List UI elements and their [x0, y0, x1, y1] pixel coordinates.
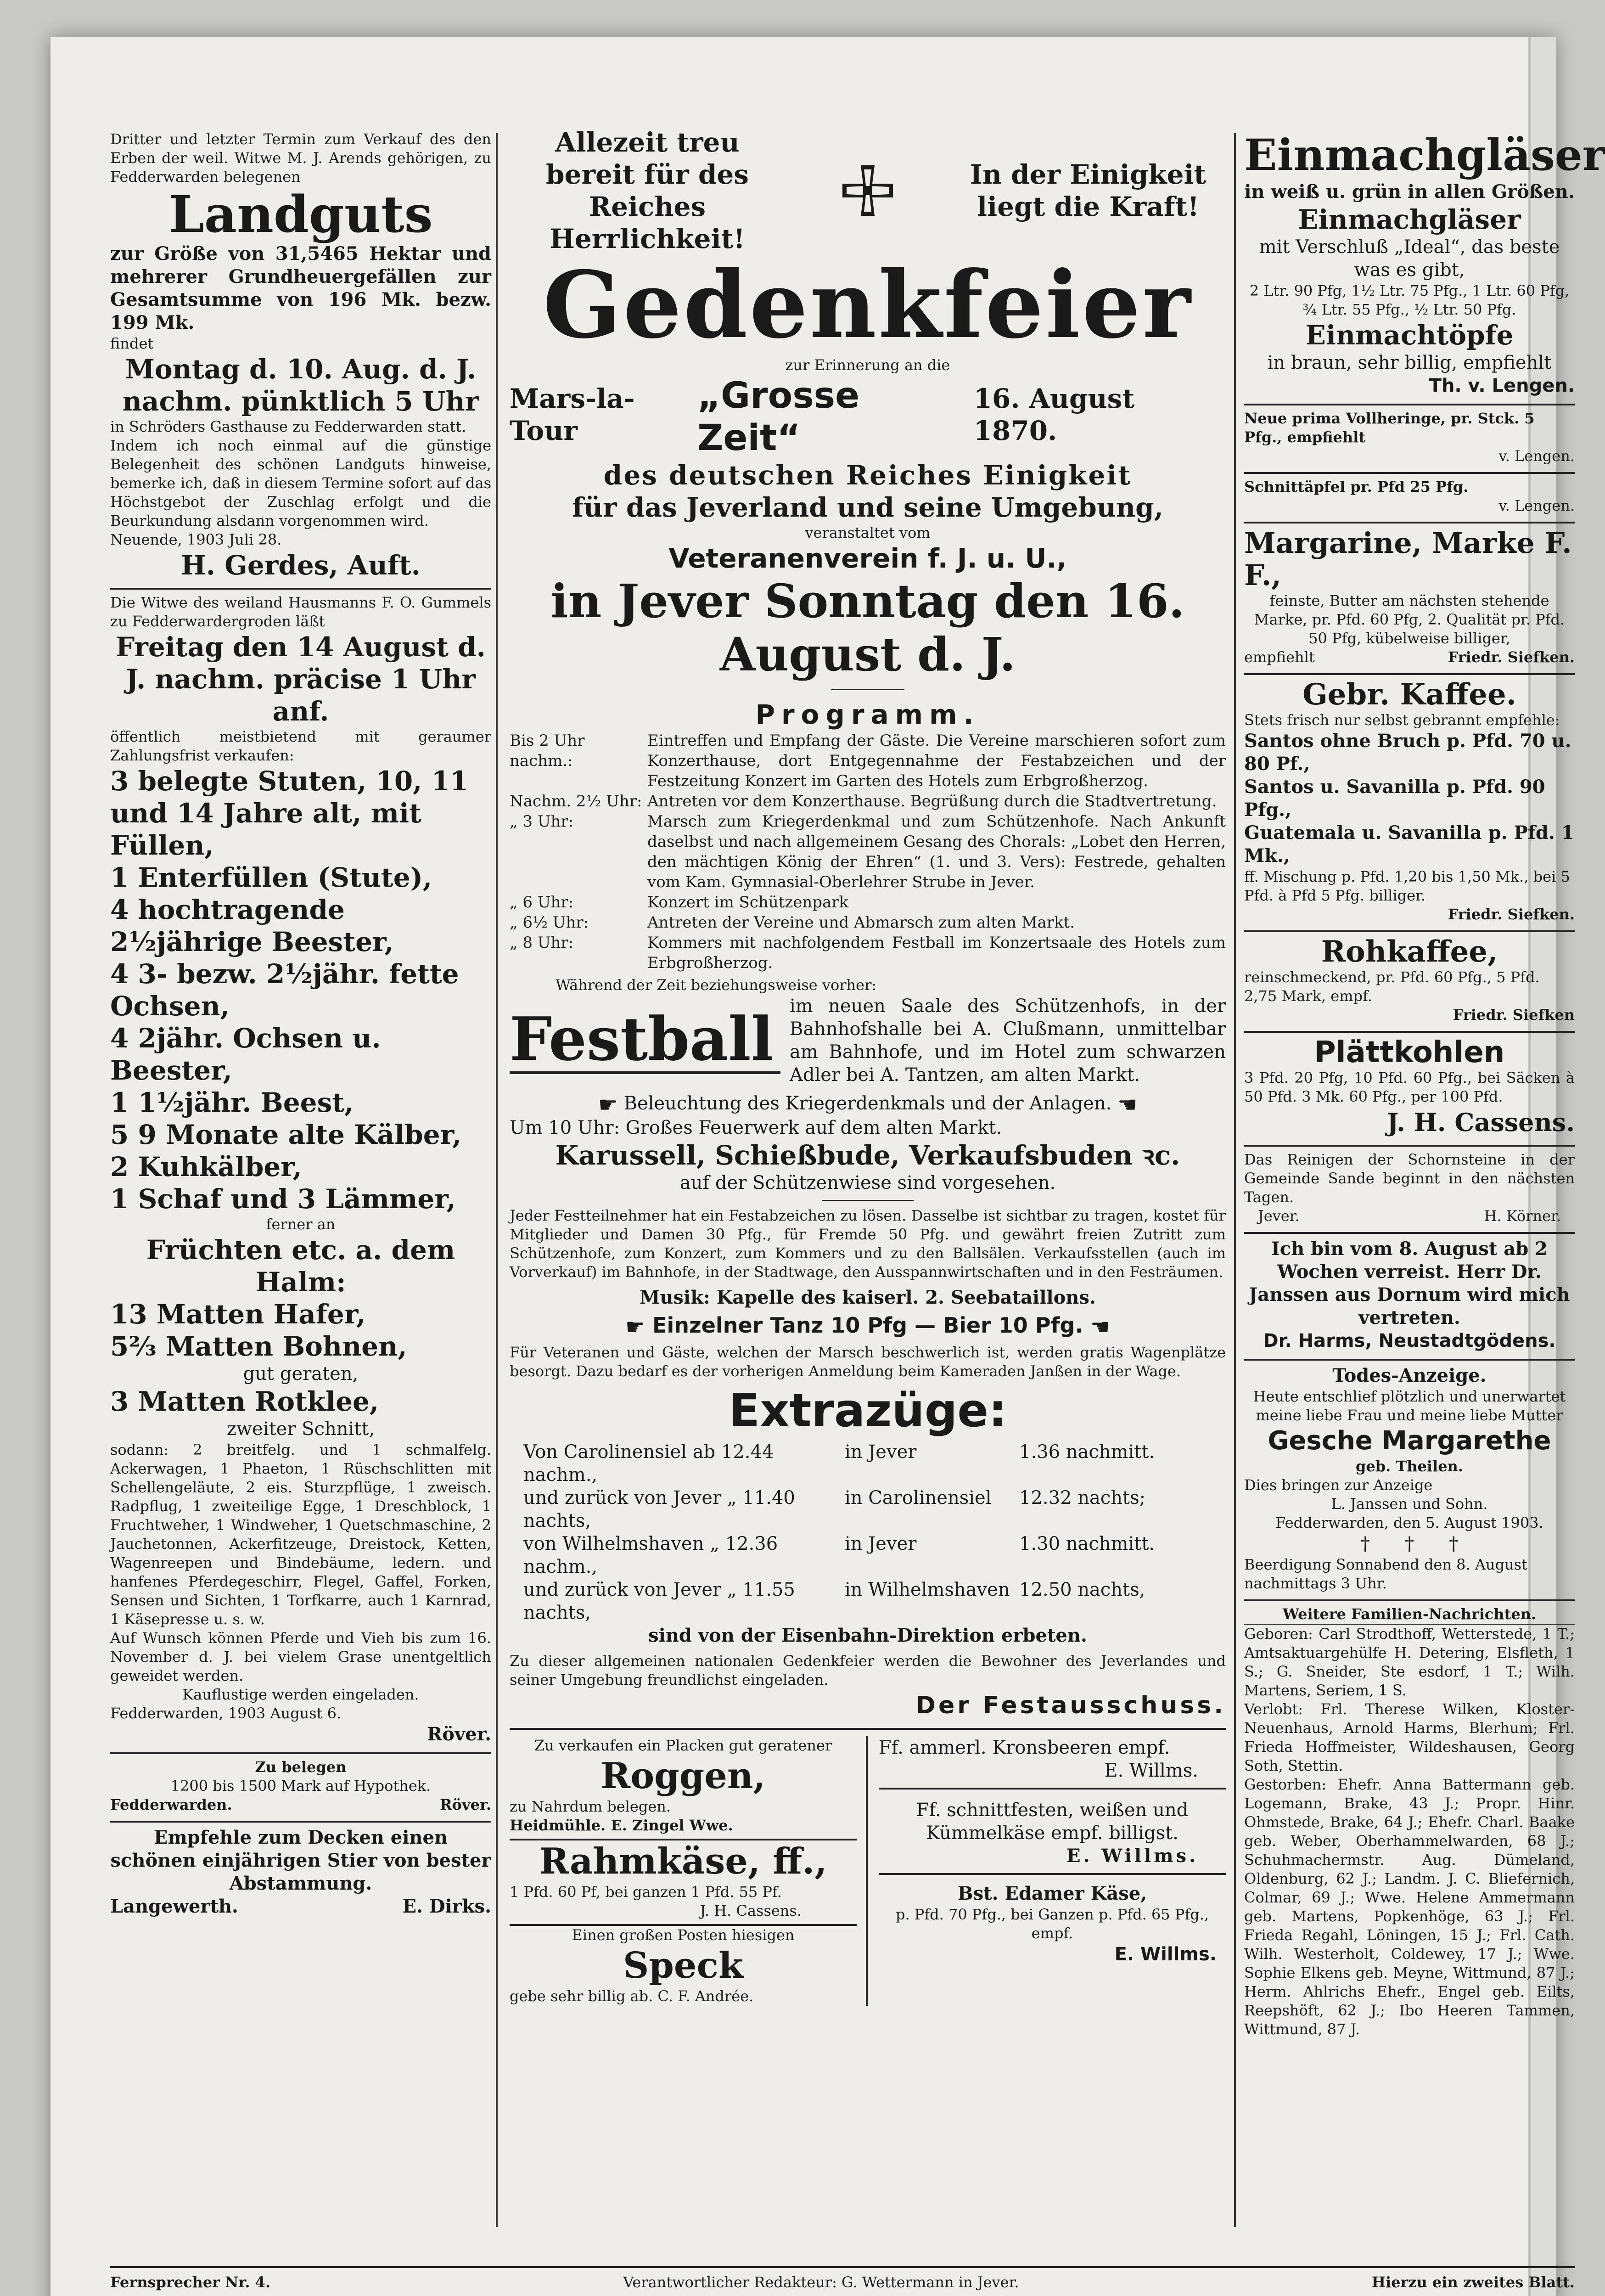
ad-title: Plättkohlen [1314, 1035, 1505, 1069]
program-time: „ 8 Uhr: [510, 934, 574, 952]
program-text: Marsch zum Kriegerdenkmal und zum Schützenhofe. Nach Ankunft daselbst und nach allgemeinem Gesang des Chorals: „Lobet den Herren, den mächtigen König der Ehren“ (1. und 3. Vers): Festrede, gehalten vom Kam. Gymnasial-Oberlehrer Strube in Jever. [647, 812, 1226, 891]
iron-cross-icon [840, 163, 895, 218]
train-row [523, 1532, 1212, 1578]
ad-rohkaffee [1244, 932, 1575, 1033]
program-title: Programm. [755, 699, 980, 730]
ad-dateline: Fedderwarden, den 5. August 1903. [1275, 1514, 1543, 1531]
ad-signature: Th. v. Lengen. [1429, 375, 1575, 396]
ad-text: Schnittäpfel pr. Pfd 25 Pfg. [1244, 478, 1469, 495]
ad-intro: Einen großen Posten hiesigen [572, 1926, 795, 1944]
ad-text: Ich bin vom 8. August ab 2 Wochen verreist. Herr Dr. Janssen aus Dornum wird mich vertreten. [1249, 1238, 1570, 1328]
ad-place: Langewerth. [110, 1896, 238, 1917]
illumination-row [510, 1092, 1226, 1116]
middle-column [510, 126, 1226, 2257]
pointing-hand-icon: ☚ [1117, 1092, 1138, 1118]
ad-title-kaese: Rahmkäse, ff., [539, 1840, 827, 1882]
ad-footer [110, 1795, 491, 1814]
ad-signature: Röver. [427, 1723, 491, 1745]
subtitle: zur Erinnerung an die [785, 356, 950, 374]
crop-item: 3 Matten Rotklee, [110, 1386, 379, 1417]
rides-sub: auf der Schützenwiese sind vorgesehen. [679, 1172, 1056, 1193]
ad-sub: in weiß u. grün in allen Größen. [1244, 181, 1575, 203]
ad-signature: Friedr. Siefken. [1448, 906, 1575, 923]
ad-lead: empfiehlt [1244, 648, 1315, 666]
auction-item: 4 3- bezw. 2½jähr. fette Ochsen, [110, 958, 459, 1022]
ad-intro: Die Witwe des weiland Hausmanns F. O. Gummels zu Fedderwardergroden läßt [110, 594, 491, 630]
ad-text: Das Reinigen der Schornsteine in der Gemeinde Sande beginnt in den nächsten Tagen. [1244, 1151, 1575, 1206]
ad-footer [1244, 648, 1575, 667]
program-time: Bis 2 Uhr nachm.: [510, 732, 585, 770]
rides-title: Karussell, Schießbude, Verkaufsbuden ꝛc. [555, 1140, 1180, 1171]
family-born: Geboren: Carl Strodthoff, Wetterstede, 1 T.; Amtsaktuargehülfe H. Detering, Elsfleth, 1 S.; G. Sneider, Ste esdorf, 1 T.; Wilh. Martens, Seriem, 1 S. [1244, 1625, 1575, 1699]
train-to: in Jever [845, 1533, 917, 1554]
grosse-zeit-row [510, 375, 1226, 459]
ad-footer [110, 1895, 491, 1918]
program-list [510, 731, 1226, 973]
footer-editor: Verantwortlicher Redakteur: G. Wettermann in Jever. [623, 2273, 1019, 2291]
page-footer [110, 2266, 1575, 2296]
program-time: „ 3 Uhr: [510, 812, 574, 831]
ad-landguts [110, 126, 491, 590]
train-table [510, 1441, 1226, 1624]
right-column [1244, 126, 1605, 2257]
ad-signature: gebe sehr billig ab. C. F. Andrée. [510, 1987, 754, 2005]
ad-title: Gebr. Kaffee. [1302, 677, 1516, 712]
ad-text: Heute entschlief plötzlich und unerwartet meine liebe Frau und meine liebe Mutter [1253, 1388, 1566, 1424]
ad-intro: Dritter und letzter Termin zum Verkauf des den Erben der weil. Witwe M. J. Arends gehörigen, zu Fedderwarden belegenen [110, 130, 491, 186]
train-note: sind von der Eisenbahn-Direktion erbeten. [648, 1624, 1087, 1646]
ad-line: Santos u. Savanilla p. Pfd. 90 Pfg., [1244, 776, 1545, 821]
date-1870: 16. August 1870. [973, 383, 1135, 446]
pointing-hand-icon: ☚ [1090, 1314, 1111, 1340]
train-to: in Wilhelmshaven [845, 1579, 1010, 1600]
auction-item: 3 belegte Stuten, 10, 11 und 14 Jahre alt, mit Füllen, [110, 765, 469, 861]
extra-trains-title: Extrazüge: [728, 1383, 1007, 1437]
during-note: Während der Zeit beziehungsweise vorher: [556, 976, 877, 994]
ad-title: Einmachgläser [1244, 130, 1605, 180]
left-column [110, 126, 491, 2257]
ad-title2: Einmachgläser [1298, 204, 1521, 235]
program-row [510, 791, 1226, 811]
ad-terms: öffentlich meistbietend mit geraumer Zahlungsfrist verkaufen: [110, 728, 491, 764]
event-date: in Jever Sonntag den 16. August d. J. [550, 574, 1185, 681]
ad-line: Santos ohne Bruch p. Pfd. 70 u. 80 Pf., [1244, 730, 1571, 775]
ad-todes [1244, 1361, 1575, 1601]
organizer: Veteranenverein f. J. u. U., [668, 543, 1067, 574]
program-text: Eintreffen und Empfang der Gäste. Die Vereine marschieren sofort zum Konzerthause, dort Entgegennahme der Festabzeichen und der Festzeitung Konzert im Garten des Hotels zum Erbgroßherzog. [647, 732, 1226, 790]
train-to: in Carolinensiel [845, 1487, 992, 1508]
ad-ferner: ferner an [266, 1216, 336, 1233]
ad-margarine [1244, 523, 1575, 675]
small-ads-left [510, 1736, 868, 2006]
program-row [510, 933, 1226, 973]
music-text: Musik: Kapelle des kaiserl. 2. Seebataillons. [640, 1287, 1096, 1308]
crop-item: 5⅔ Matten Bohnen, [110, 1331, 407, 1362]
program-time: „ 6 Uhr: [510, 893, 574, 912]
family-news [1244, 1601, 1575, 2039]
ad-text: Ff. ammerl. Kronsbeeren empf. [879, 1737, 1170, 1758]
ad-footer [1244, 1207, 1575, 1226]
footer-note: Hierzu ein zweites Blatt. [1371, 2273, 1575, 2291]
auction-item: 4 hochtragende 2½jährige Beester, [110, 894, 394, 957]
train-from: und zurück von Jever „ 11.40 nachts, [523, 1487, 795, 1531]
ad-signature: E. Willms. [879, 1759, 1226, 1790]
footer-phone: Fernsprecher Nr. 4. [110, 2273, 271, 2291]
ad-size: zur Größe von 31,5465 Hektar und mehrerer Grundheuergefällen zur Gesamtsumme von 196 Mk. bezw. 199 Mk. [110, 243, 491, 333]
column-rule [496, 133, 498, 2227]
ad-signature: Friedr. Siefken. [1448, 648, 1575, 666]
train-from: und zurück von Jever „ 11.55 nachts, [523, 1579, 795, 1623]
ad-signature: J. H. Cassens. [510, 1902, 857, 1926]
program-row [510, 892, 1226, 912]
ad-signature: Röver. [440, 1796, 491, 1813]
train-from: Von Carolinensiel ab 12.44 nachm., [523, 1441, 774, 1486]
program-text: Antreten vor dem Konzerthause. Begrüßung durch die Stadtvertretung. [647, 792, 1217, 810]
newspaper-page [51, 37, 1605, 2296]
auction-item: 1 Schaf und 3 Lämmer, [110, 1183, 456, 1215]
ad-dateline: Neuende, 1903 Juli 28. [110, 531, 282, 548]
main-title: Gedenkfeier [543, 251, 1193, 359]
train-arrival: 12.50 nachts, [1019, 1579, 1145, 1600]
ad-title: Landguts [168, 185, 433, 244]
program-text: Kommers mit nachfolgendem Festball im Konzertsaale des Hotels zum Erbgroßherzog. [647, 934, 1226, 972]
ad-text: reinschmeckend, pr. Pfd. 60 Pfg., 5 Pfd. 2,75 Mark, empf. [1244, 968, 1540, 1005]
ad-title: Todes-Anzeige. [1332, 1365, 1487, 1386]
train-to: in Jever [845, 1441, 917, 1463]
ad-date: Freitag den 14 August d. J. nachm. präcise 1 Uhr anf. [116, 631, 486, 727]
ad-text: 1200 bis 1500 Mark auf Hypothek. [170, 1777, 431, 1795]
ad-title-speck: Speck [623, 1944, 744, 1986]
ad-signature: H. Körner. [1484, 1207, 1561, 1225]
train-row [523, 1486, 1212, 1532]
ad-dateline: Fedderwarden, 1903 August 6. [110, 1705, 342, 1722]
grosse-zeit: „Grosse Zeit“ [697, 375, 859, 459]
ad-text: ff. Mischung p. Pfd. 1,20 bis 1,50 Mk., bei 5 Pfd. à Pfd 5 Pfg. billiger. [1244, 868, 1570, 904]
divider [510, 1728, 1226, 1730]
small-ads-right [868, 1736, 1226, 2006]
festball-text: im neuen Saale des Schützenhofs, in der Bahnhofshalle bei A. Clußmann, unmittelbar am Bahnhofe, und im Hotel zum schwarzen Adler bei A. Tantzen, am alten Markt. [790, 996, 1226, 1086]
ad-kaffee [1244, 675, 1575, 932]
train-from: von Wilhelmshaven „ 12.36 nachm., [523, 1533, 778, 1577]
ad-text: Ff. schnittfesten, weißen und Kümmelkäse empf. billigst. [916, 1799, 1189, 1844]
ad-family: L. Janssen und Sohn. [1331, 1495, 1488, 1513]
ad-place: zu Nahrdum belegen. [510, 1797, 671, 1815]
auction-item: 5 9 Monate alte Kälber, [110, 1119, 462, 1150]
ad-title: Rohkaffee, [1321, 934, 1498, 969]
ad-text: in braun, sehr billig, empfiehlt [1267, 352, 1552, 373]
ad-line: Guatemala u. Savanilla p. Pfd. 1 Mk., [1244, 822, 1574, 867]
ad-text: Empfehle zum Decken einen schönen einjährigen Stier von bester Abstammung. [110, 1827, 491, 1894]
ad-aepfel [1244, 474, 1575, 523]
program-row [510, 731, 1226, 791]
ad-hering [1244, 405, 1575, 474]
subtitle-veranstaltet: veranstaltet vom [805, 524, 931, 541]
ad-signature: Heidmühle. E. Zingel Wwe. [510, 1816, 857, 1840]
ad-signature: v. Lengen. [1498, 447, 1575, 465]
motto-left: Allezeit treu bereit für des Reiches Herrlichkeit! [546, 127, 749, 254]
family-engaged: Verlobt: Frl. Therese Wilken, Kloster-Neuenhaus, Arnold Harms, Blerhum; Frl. Frieda Hoffmeister, Wildeshausen, Georg Soth, Stettin. [1244, 1700, 1575, 1774]
ad-signature: E. Willms. [879, 1845, 1226, 1875]
ad-schornstein [1244, 1147, 1575, 1234]
ad-text: feinste, Butter am nächsten stehende Marke, pr. Pfd. 60 Pfg, 2. Qualität pr. Pfd. 50 Pfg, kübelweise billiger, [1254, 592, 1565, 647]
program-text: Konzert im Schützenpark [647, 893, 849, 912]
divider [822, 1200, 914, 1201]
ad-signature: E. Willms. [1114, 1943, 1217, 1965]
pointing-hand-icon: ☛ [598, 1092, 618, 1118]
program-time: Nachm. 2½ Uhr: [510, 792, 642, 810]
ad-price: 1 Pfd. 60 Pf, bei ganzen 1 Pfd. 55 Pf. [510, 1883, 782, 1901]
program-text: Antreten der Vereine und Abmarsch zum alten Markt. [647, 913, 1075, 932]
ad-notice: Dies bringen zur Anzeige [1244, 1476, 1433, 1494]
festball-block [510, 995, 1226, 1086]
crosses: † † † [1360, 1533, 1459, 1554]
ad-stier [110, 1823, 491, 1925]
ad-title: Bst. Edamer Käse, [957, 1882, 1147, 1904]
train-arrival: 1.36 nachmitt. [1019, 1441, 1155, 1463]
ad-einmach [1244, 126, 1605, 405]
train-arrival: 12.32 nachts; [1019, 1487, 1146, 1508]
crop-item: 13 Matten Hafer, [110, 1299, 366, 1330]
ad-tools: sodann: 2 breitfelg. und 1 schmalfelg. Ackerwagen, 1 Phaeton, 1 Rüschschlitten mit Schellengeläute, 2 eis. Sturzpflüge, 1 zweisch. Radpflug, 1 zweiteilige Egge, 1 Dreschblock, 1 Fruchtweher, 1 Windweher, 1 Quetschmaschine, 2 Jauchetonnen, Ackerfitzeuge, Dreistock, Ketten, Wagenreepen und Bindebäume, ledern. und hanfenes Pferdegeschirr, Flegel, Gaffel, Forken, Sensen und Sichten, 1 Torfkarre, auch 1 Karnrad, 1 Käsepresse u. s. w. [110, 1441, 491, 1628]
ad-kohlen [1244, 1033, 1575, 1147]
ad-title3: Einmachtöpfe [1305, 320, 1514, 351]
ad-text: 3 Pfd. 20 Pfg, 10 Pfd. 60 Pfg., bei Säcken à 50 Pfd. 3 Mk. 60 Pfg., per 100 Pfd. [1244, 1069, 1575, 1105]
ad-date: Montag d. 10. Aug. d. J. nachm. pünktlich 5 Uhr [122, 354, 479, 417]
ad-arzt [1244, 1234, 1575, 1361]
deceased-born: geb. Theilen. [1356, 1458, 1463, 1475]
ad-findet: findet [110, 335, 154, 352]
subtitle-jeverland: für das Jeverland und seine Umgebung, [572, 492, 1163, 523]
ad-signature: H. Gerdes, Auft. [181, 550, 421, 581]
train-arrival: 1.30 nachmitt. [1019, 1533, 1155, 1554]
auction-item: 1 1½jähr. Beest, [110, 1087, 354, 1118]
ad-title: Margarine, Marke F. F., [1244, 526, 1572, 592]
ad-text: Stets frisch nur selbst gebrannt empfehle: [1244, 711, 1560, 729]
ad-place: Jever. [1258, 1207, 1300, 1225]
ad-wish: Auf Wunsch können Pferde und Vieh bis zum 16. November d. J. bei vielem Grase unentgeltlich geweidet werden. [110, 1629, 491, 1684]
ad-place: in Schröders Gasthause zu Fedderwarden statt. [110, 418, 466, 435]
column-rule [1234, 133, 1236, 2227]
ad-text: Neue prima Vollheringe, pr. Stck. 5 Pfg., empfiehlt [1244, 410, 1535, 446]
ad-prices: 2 Ltr. 90 Pfg, 1½ Ltr. 75 Pfg., 1 Ltr. 60 Pfg, ¾ Ltr. 55 Pfg., ½ Ltr. 50 Pfg. [1249, 282, 1570, 318]
crop-note: zweiter Schnitt, [226, 1418, 375, 1440]
ad-intro: Zu verkaufen ein Placken gut geratener [534, 1736, 832, 1754]
dance-row [510, 1309, 1226, 1343]
ad-signature: Dr. Harms, Neustadtgödens. [1263, 1330, 1556, 1351]
deceased-name: Gesche Margarethe [1268, 1426, 1551, 1456]
dance-text: Einzelner Tanz 10 Pfg — Bier 10 Pfg. [652, 1313, 1083, 1338]
train-row [523, 1441, 1212, 1486]
motto-right: In der Einigkeit liegt die Kraft! [970, 159, 1207, 222]
ad-signature: Friedr. Siefken [1453, 1006, 1575, 1024]
auction-item: 1 Enterfüllen (Stute), [110, 862, 432, 893]
auction-item: 2 Kuhkälber, [110, 1151, 302, 1182]
fee-text: Jeder Festteilnehmer hat ein Festabzeichen zu lösen. Dasselbe ist sichtbar zu tragen, kostet für Mitglieder und Damen 30 Pfg., für Fremde 50 Pfg. und gewährt freien Zutritt zum Schützenhofe, zum Konzert, zum Kommers und zu den Ballsälen. Verkaufsstellen (auch im Vorverkauf) im Bahnhofe, in der Stadtwage, den Ausspannwirtschaften und in den Festräumen. [510, 1207, 1226, 1281]
mars-la-tour: Mars-la-Tour [510, 383, 635, 446]
ad-buyers: Kauflustige werden eingeladen. [182, 1686, 419, 1703]
pointing-hand-icon: ☛ [625, 1314, 645, 1340]
ad-text: mit Verschluß „Ideal“, das beste was es gibt, [1259, 236, 1560, 281]
ad-hypothek [110, 1754, 491, 1823]
program-time: „ 6½ Uhr: [510, 913, 589, 932]
program-row [510, 811, 1226, 892]
train-row [523, 1578, 1212, 1624]
ad-signature: v. Lengen. [1498, 497, 1575, 514]
ad-place: Fedderwarden. [110, 1796, 232, 1813]
committee: Der Festausschuss. [915, 1691, 1226, 1719]
small-ads [510, 1736, 1226, 2006]
ad-title-roggen: Roggen, [600, 1755, 766, 1797]
ad-title: Zu belegen [255, 1758, 347, 1776]
crop-note: gut geraten, [243, 1363, 359, 1384]
motto-row [510, 126, 1226, 255]
subtitle-reich: des deutschen Reiches Einigkeit [603, 460, 1132, 491]
ad-fruechte: Früchten etc. a. dem Halm: [146, 1234, 455, 1298]
ad-signature: J. H. Cassens. [1386, 1108, 1575, 1137]
family-deceased: Gestorben: Ehefr. Anna Battermann geb. Logemann, Brake, 43 J.; Propr. Hinr. Ohmstede, Brake, 64 J.; Ehefr. Charl. Baake geb. Weber, Oberhammelwarden, 68 J.; Schuhmachermstr. Aug. Dümeland, Oldenburg, 62 J.; Landm. J. C. Bliefernich, Colmar, 69 J.; Wwe. Helene Ammermann geb. Martens, Popkenhöge, 63 J.; Frl. Frieda Regahl, Löningen, 15 J.; Frl. Cath. Wilh. Westerholt, Coldewey, 17 J.; Wwe. Sophie Elkens geb. Meyne, Wittmund, 87 J.; Herm. Ahlrichs Ehefr., Engel geb. Eilts, Reepshöft, 62 J.; Ibo Heeren Tammen, Wittmund, 87 J. [1244, 1776, 1575, 2038]
ad-body: Indem ich noch einmal auf die günstige Belegenheit des schönen Landguts hinweise, bemerke ich, daß in diesem Termine sofort auf das Höchstgebot der Zuschlag erfolgt und die Beurkundung alsdann vorgenommen wird. [110, 437, 491, 529]
program-row [510, 912, 1226, 933]
ad-text: p. Pfd. 70 Pfg., bei Ganzen p. Pfd. 65 Pfg., empf. [895, 1905, 1209, 1942]
illumination-text: Beleuchtung des Kriegerdenkmals und der Anlagen. [623, 1093, 1112, 1114]
ad-signature: E. Dirks. [402, 1896, 491, 1917]
auction-item: 4 2jähr. Ochsen u. Beester, [110, 1023, 381, 1086]
divider [831, 689, 904, 690]
ad-funeral: Beerdigung Sonnabend den 8. August nachmittags 3 Uhr. [1244, 1556, 1527, 1592]
festball-title: Festball [510, 1007, 780, 1074]
ad-auction [110, 590, 491, 1754]
invitation-text: Zu dieser allgemeinen nationalen Gedenkfeier werden die Bewohner des Jeverlandes und seiner Umgebung freundlichst eingeladen. [510, 1652, 1226, 1688]
veterans-text: Für Veteranen und Gäste, welchen der Marsch beschwerlich ist, werden gratis Wagenplätze besorgt. Dazu bedarf es der vorherigen Anmeldung beim Kameraden Janßen in der Wage. [510, 1343, 1226, 1380]
fireworks-text: Um 10 Uhr: Großes Feuerwerk auf dem alten Markt. [510, 1117, 1002, 1138]
family-title: Weitere Familien-Nachrichten. [1244, 1605, 1575, 1625]
